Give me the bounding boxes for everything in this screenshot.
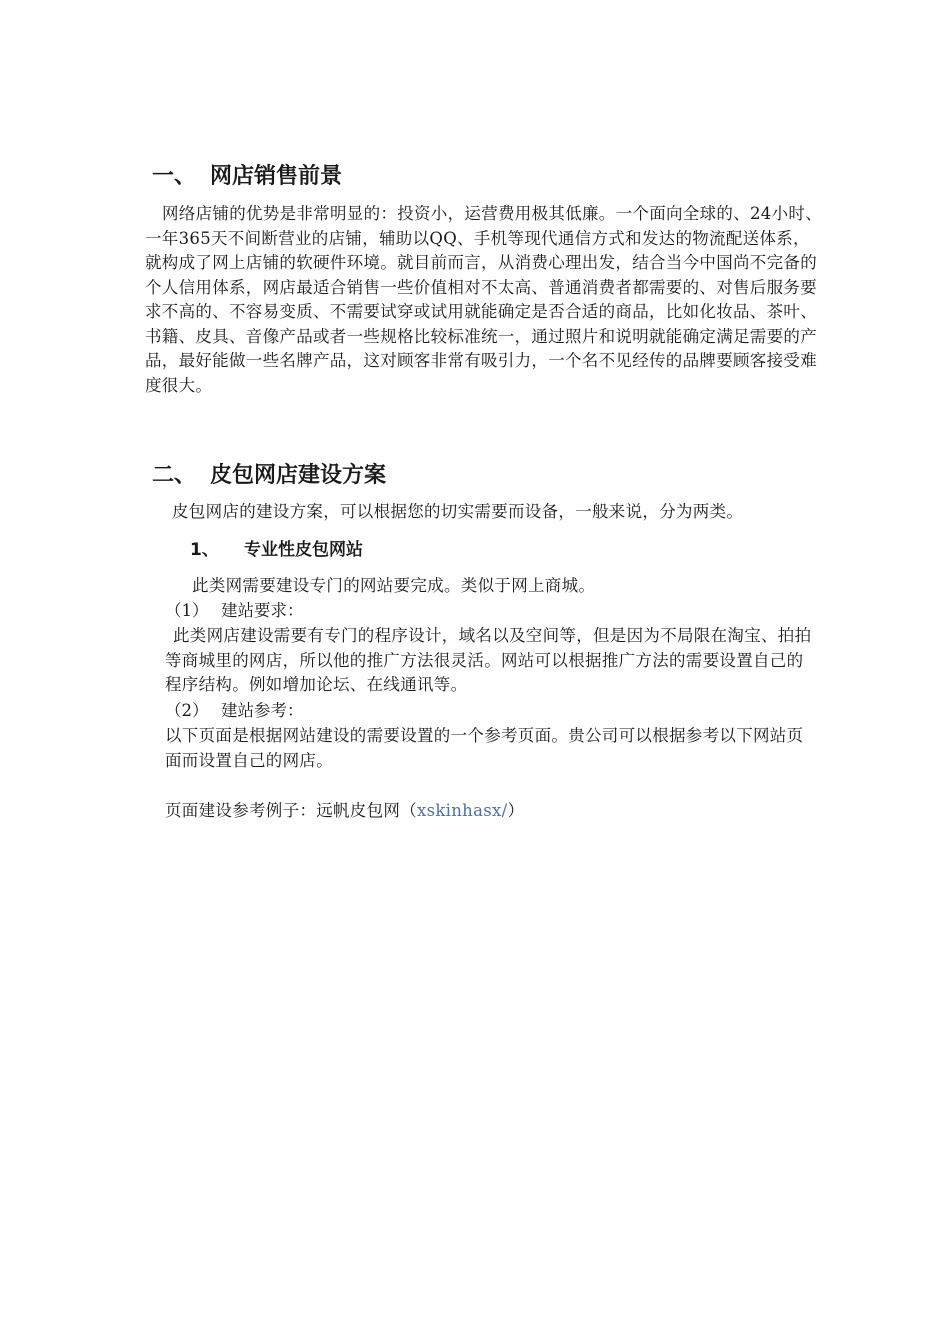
example-line (165, 799, 524, 824)
section-number: 一、 (152, 164, 197, 189)
section-2-intro: 皮包网店的建设方案，可以根据您的切实需要而设备，一般来说，分为两类。 (172, 502, 744, 521)
reference-paragraph: 以下页面是根据网站建设的需要设置的一个参考页面。贵公司可以根据参考以下网站页面而设置自己的网店。 (165, 726, 804, 770)
item-marker: （1） (165, 601, 209, 620)
section-number: 二、 (152, 463, 197, 488)
requirements-item (165, 599, 304, 623)
subsection-number: 1、 (190, 540, 219, 560)
section-heading-2 (152, 462, 386, 490)
reference-item (165, 699, 304, 723)
requirements-paragraph: 此类网店建设需要有专门的程序设计，域名以及空间等，但是因为不局限在淘宝、拍拍等商城里的网店，所以他的推广方法很灵活。网站可以根据推广方法的需要设置自己的程序结构。例如增加论坛、在线通讯等。 (165, 626, 812, 694)
item-label: 建站要求： (221, 601, 304, 620)
example-prefix: 页面建设参考例子：远帆皮包网（ (165, 801, 417, 820)
subsection-intro: 此类网需要建设专门的网站要完成。类似于网上商城。 (192, 576, 596, 595)
item-marker: （2） (165, 701, 209, 720)
section-title: 皮包网店建设方案 (210, 463, 387, 488)
section-title: 网店销售前景 (210, 164, 343, 189)
example-link[interactable]: xskinhasx/ (417, 801, 508, 820)
section-1-paragraph: 网络店铺的优势是非常明显的：投资小，运营费用极其低廉。一个面向全球的、24小时、一年365天不间断营业的店铺，辅助以QQ、手机等现代通信方式和发达的物流配送体系，就构成了网上店铺的软硬件环境。就目前而言，从消费心理出发，结合当今中国尚不完备的个人信用体系，网店最适合销售一些价值相对不太高、普通消费者都需要的、对售后服务要求不高的、不容易变质、不需要试穿或试用就能确定是否合适的商品，比如化妆品、茶叶、书籍、皮具、音像产品或者一些规格比较标准统一，通过照片和说明就能确定满足需要的产品，最好能做一些名牌产品，这对顾客非常有吸引力，一个名不见经传的品牌要顾客接受难度很大。 (145, 204, 822, 395)
subsection-heading-1 (190, 539, 363, 561)
subsection-title: 专业性皮包网站 (244, 540, 363, 560)
section-heading-1 (152, 163, 342, 191)
example-suffix: ） (507, 801, 525, 820)
item-label: 建站参考： (221, 701, 304, 720)
